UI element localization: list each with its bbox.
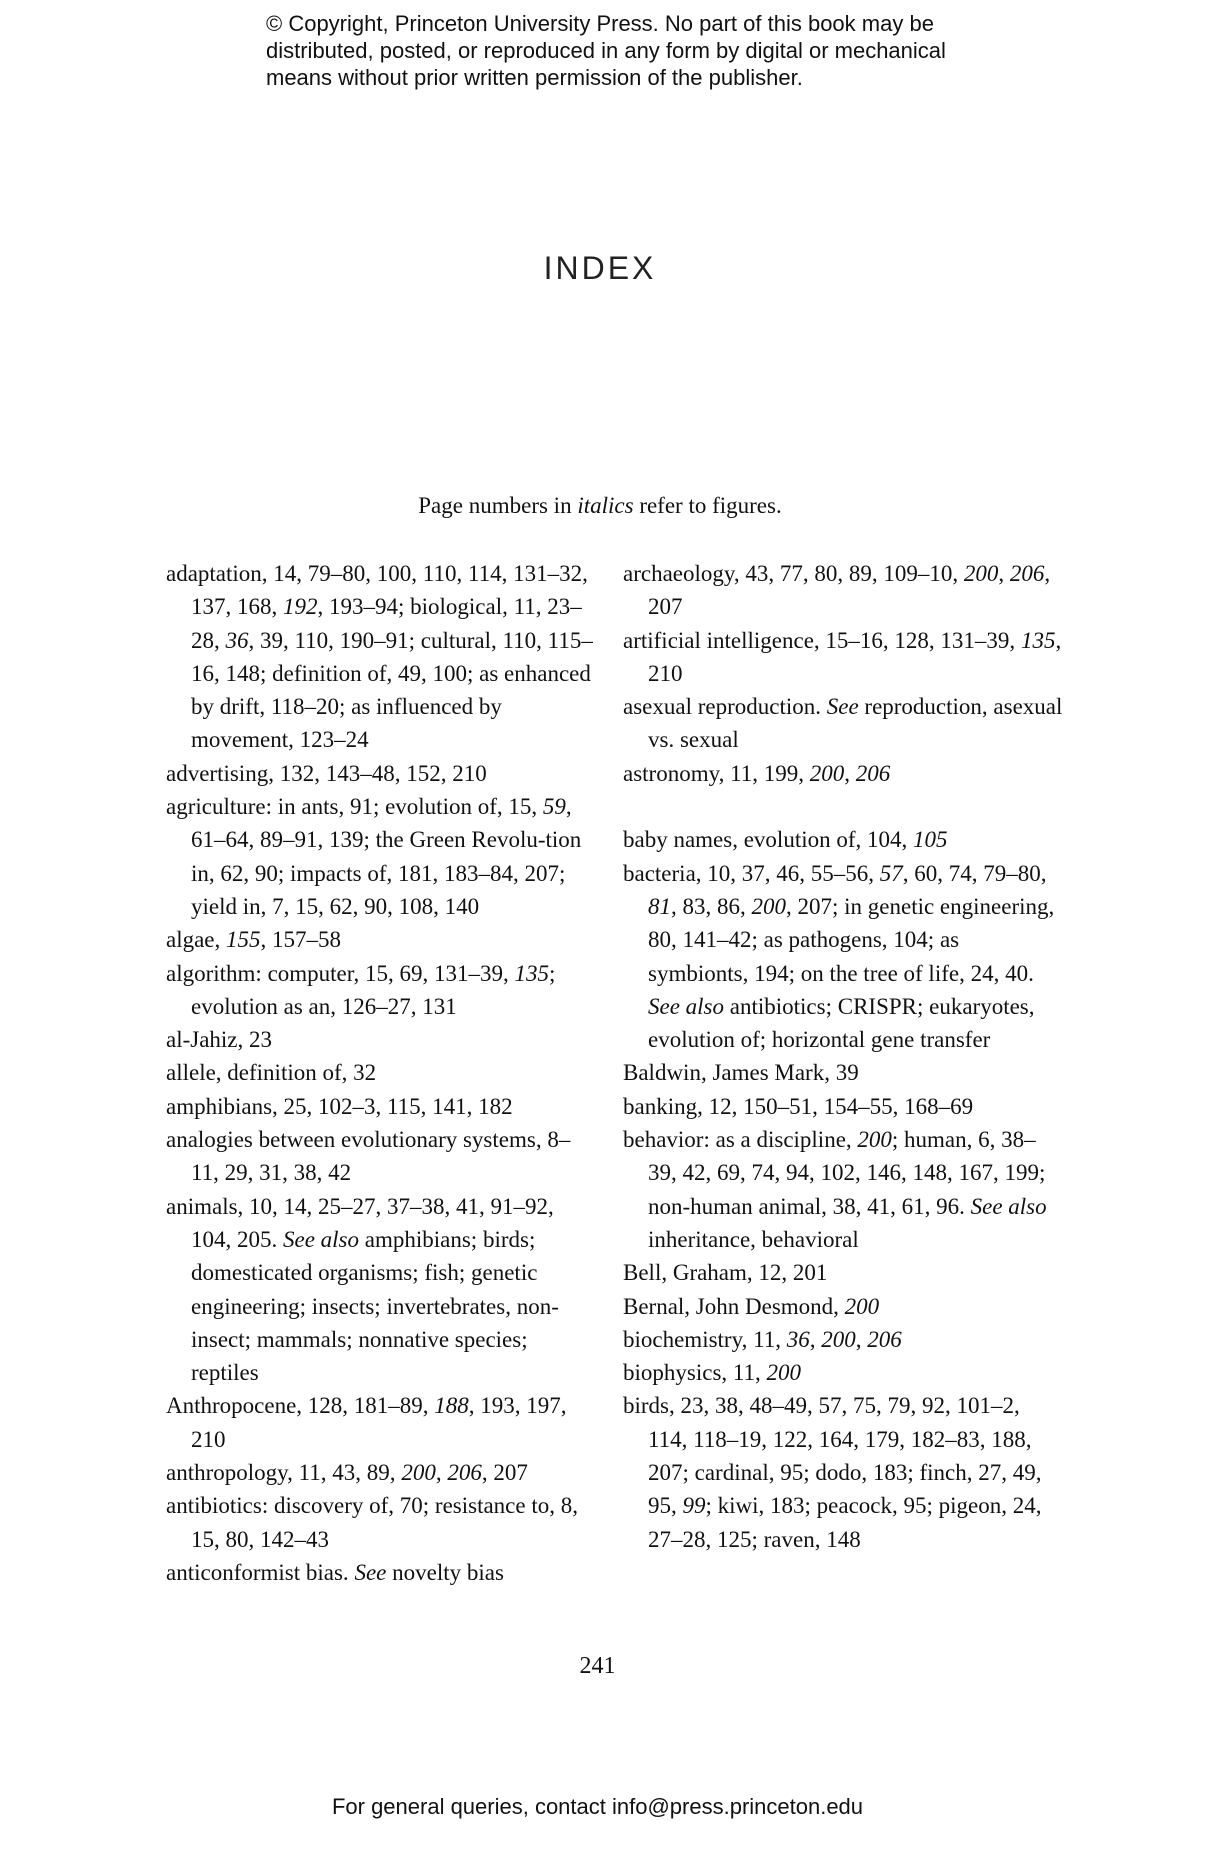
index-entry-text: bacteria, 10, 37, 46, 55–56, — [623, 860, 880, 886]
index-entry-italic: 200 — [766, 1360, 802, 1386]
index-entry-italic: See also — [648, 993, 725, 1019]
index-entry — [166, 1489, 596, 1556]
index-entry-text: ; evolution as an, 126–27, 131 — [191, 960, 556, 1019]
index-entry-text: , 39, 110, 190–91; cultural, 110, 115–16, 148; definition of, 49, 100; as enhanced by drift, 118–20; as influenced by movement, 123–24 — [191, 627, 593, 753]
index-entry-italic: 36 — [225, 627, 249, 653]
index-entry-italic: 188 — [434, 1393, 469, 1419]
index-entry-text: biochemistry, 11, — [623, 1326, 787, 1352]
italics-note — [0, 493, 1200, 519]
index-entry-italic: 135 — [514, 960, 550, 986]
index-entry-italic: 200 — [963, 561, 999, 586]
index-entry — [166, 1556, 596, 1589]
index-entry-text: , 193–94; biological, 11, 23–28, — [191, 594, 582, 653]
index-entry-text: ; human, 6, 38–39, 42, 69, 74, 94, 102, 146, 148, 167, 199; non-human animal, 38, 41, 61, 96. — [648, 1127, 1046, 1219]
page-title: INDEX — [543, 250, 657, 286]
index-entry-text: Baldwin, James Mark, 39 — [623, 1060, 859, 1086]
index-entry-text: , 193, 197, 210 — [191, 1393, 567, 1452]
copyright-notice — [266, 10, 1026, 91]
index-entry-text: novelty bias — [386, 1559, 504, 1585]
index-entry — [166, 1090, 596, 1123]
index-entry — [623, 557, 1063, 624]
index-entry-text: Bernal, John Desmond, — [623, 1293, 845, 1319]
index-entry-italic: 135 — [1020, 627, 1056, 653]
index-entry-text: inheritance, behavioral — [648, 1226, 859, 1252]
index-entry-text: al-Jahiz, 23 — [166, 1027, 273, 1053]
index-entry-italic: See also — [970, 1193, 1047, 1219]
index-entry-text: , 157–58 — [260, 927, 342, 953]
index-entry-italic: 59 — [542, 794, 566, 820]
index-entry-text: astronomy, 11, 199, — [623, 760, 810, 786]
index-entry-text: amphibians; birds; domesticated organisms; fish; genetic engineering; insects; invertebrates, non-insect; mammals; nonnative species; reptiles — [191, 1226, 559, 1386]
index-entry — [166, 790, 596, 923]
index-column-left — [166, 557, 596, 1589]
index-entry — [623, 1290, 1063, 1323]
index-entry-text: analogies between evolutionary systems, 8–11, 29, 31, 38, 42 — [166, 1127, 571, 1186]
footer-contact: For general queries, contact info@press.princeton.edu — [331, 1794, 864, 1819]
index-entry — [623, 624, 1063, 691]
index-entry-italic: 206 — [855, 760, 891, 786]
index-entry-italic: 105 — [913, 827, 948, 853]
index-entry-text: , 207; in genetic engineering, 80, 141–42; as pathogens, 104; as symbionts, 194; on the tree of life, 24, 40. — [648, 893, 1055, 986]
index-entry-text: antibiotics: discovery of, 70; resistance to, 8, 15, 80, 142–43 — [166, 1493, 578, 1552]
index-entry — [166, 757, 596, 790]
index-entry-italic: 36 — [786, 1326, 810, 1352]
index-entry — [623, 1123, 1063, 1256]
index-entry-text: archaeology, 43, 77, 80, 89, 109–10, — [623, 561, 964, 586]
index-entry-text: , — [435, 1460, 448, 1486]
index-entry — [623, 1090, 1063, 1123]
index-entry-text: animals, 10, 14, 25–27, 37–38, 41, 91–92, 104, 205. — [166, 1193, 554, 1252]
index-entry-italic: 206 — [867, 1326, 902, 1352]
index-entry — [623, 857, 1063, 1057]
index-entry-text: amphibians, 25, 102–3, 115, 141, 182 — [166, 1093, 513, 1119]
index-entry-italic: 57 — [879, 860, 903, 886]
letter-group-gap — [623, 790, 1063, 823]
index-entry-italic: 192 — [283, 594, 318, 620]
copyright-line: distributed, posted, or reproduced in any form by digital or mechanical — [266, 38, 946, 63]
index-entry — [166, 1056, 596, 1089]
note-text: refer to figures. — [633, 493, 782, 518]
index-entry — [623, 823, 1063, 856]
index-entry — [166, 1389, 596, 1456]
index-entry-italic: 200 — [821, 1326, 856, 1352]
index-entry — [166, 1123, 596, 1190]
index-entry — [166, 557, 596, 757]
index-entry-text: Anthropocene, 128, 181–89, — [166, 1393, 435, 1419]
index-entry-text: antibiotics; CRISPR; eukaryotes, evolution of; horizontal gene transfer — [648, 993, 1035, 1053]
index-entry-text: banking, 12, 150–51, 154–55, 168–69 — [623, 1093, 974, 1119]
index-entry-italic: 206 — [447, 1460, 482, 1486]
index-entry-text: advertising, 132, 143–48, 152, 210 — [166, 760, 487, 786]
index-entry-text: anthropology, 11, 43, 89, — [166, 1460, 402, 1486]
index-entry — [623, 757, 1063, 790]
index-entry-text: artificial intelligence, 15–16, 128, 131–39, — [623, 627, 1021, 653]
index-entry-text: , 210 — [648, 627, 1062, 686]
index-entry-text: Bell, Graham, 12, 201 — [623, 1260, 828, 1286]
index-entry-text: , — [998, 561, 1010, 586]
index-column-right — [623, 557, 1063, 1556]
index-entry-text: allele, definition of, 32 — [166, 1060, 377, 1086]
index-entry — [623, 690, 1063, 757]
index-entry-italic: 200 — [844, 1293, 880, 1319]
index-entry-text: , 61–64, 89–91, 139; the Green Revolu-tion in, 62, 90; impacts of, 181, 183–84, 207; yield in, 7, 15, 62, 90, 108, 140 — [191, 794, 582, 919]
index-entry — [166, 1023, 596, 1056]
index-entry — [166, 1190, 596, 1390]
note-italic-text: italics — [577, 493, 634, 518]
index-entry-text: , 207 — [648, 561, 1051, 620]
index-entry — [166, 957, 596, 1024]
index-entry-italic: 206 — [1009, 561, 1045, 586]
index-entry-italic: 200 — [857, 1127, 892, 1153]
copyright-line: © Copyright, Princeton University Press. No part of this book may be — [266, 11, 934, 36]
index-entry — [623, 1323, 1063, 1356]
index-entry-text: asexual reproduction. — [623, 694, 827, 720]
index-entry-italic: 200 — [401, 1460, 436, 1486]
copyright-line: means without prior written permission of the publisher. — [266, 65, 803, 90]
index-entry-text: , 60, 74, 79–80, — [902, 860, 1047, 886]
index-entry-italic: 200 — [809, 760, 845, 786]
index-entry-text: algae, — [166, 927, 227, 953]
index-entry-text: anticonformist bias. — [166, 1559, 355, 1585]
index-entry-text: biophysics, 11, — [623, 1360, 767, 1386]
index-entry-text: baby names, evolution of, 104, — [623, 827, 914, 853]
index-entry-text: algorithm: computer, 15, 69, 131–39, — [166, 960, 515, 986]
index-entry-italic: 99 — [682, 1493, 706, 1519]
index-entry — [623, 1256, 1063, 1289]
index-entry-italic: See also — [283, 1226, 360, 1252]
note-text: Page numbers in — [418, 493, 578, 518]
page-number: 241 — [579, 1653, 616, 1679]
index-entry-text: reproduction, asexual vs. sexual — [648, 694, 1063, 753]
index-entry — [166, 1456, 596, 1489]
index-entry-text: , 207 — [481, 1460, 528, 1486]
index-entry-text: , — [844, 760, 856, 786]
index-entry-italic: See — [826, 694, 859, 720]
index-entry — [166, 923, 596, 956]
index-entry-italic: 155 — [226, 927, 261, 953]
index-entry-text: , — [855, 1326, 868, 1352]
index-entry — [623, 1056, 1063, 1089]
index-entry-text: adaptation, 14, 79–80, 100, 110, 114, 131–32, 137, 168, — [166, 561, 588, 620]
index-entry-text: agriculture: in ants, 91; evolution of, 15, — [166, 794, 543, 820]
index-entry — [623, 1389, 1063, 1555]
index-entry-text: behavior: as a discipline, — [623, 1127, 858, 1153]
index-entry-text: ; kiwi, 183; peacock, 95; pigeon, 24, 27–28, 125; raven, 148 — [648, 1493, 1042, 1552]
index-entry-text: , — [809, 1326, 822, 1352]
index-entry-italic: 81 — [648, 893, 671, 919]
index-entry-italic: 200 — [751, 893, 786, 919]
index-entry-text: , 83, 86, — [671, 893, 752, 919]
index-entry-italic: See — [354, 1559, 387, 1585]
index-entry — [623, 1356, 1063, 1389]
index-entry-text: birds, 23, 38, 48–49, 57, 75, 79, 92, 101–2, 114, 118–19, 122, 164, 179, 182–83, 188, 207; cardinal, 95; dodo, 183; finch, 27, 49, 95, — [623, 1393, 1042, 1519]
